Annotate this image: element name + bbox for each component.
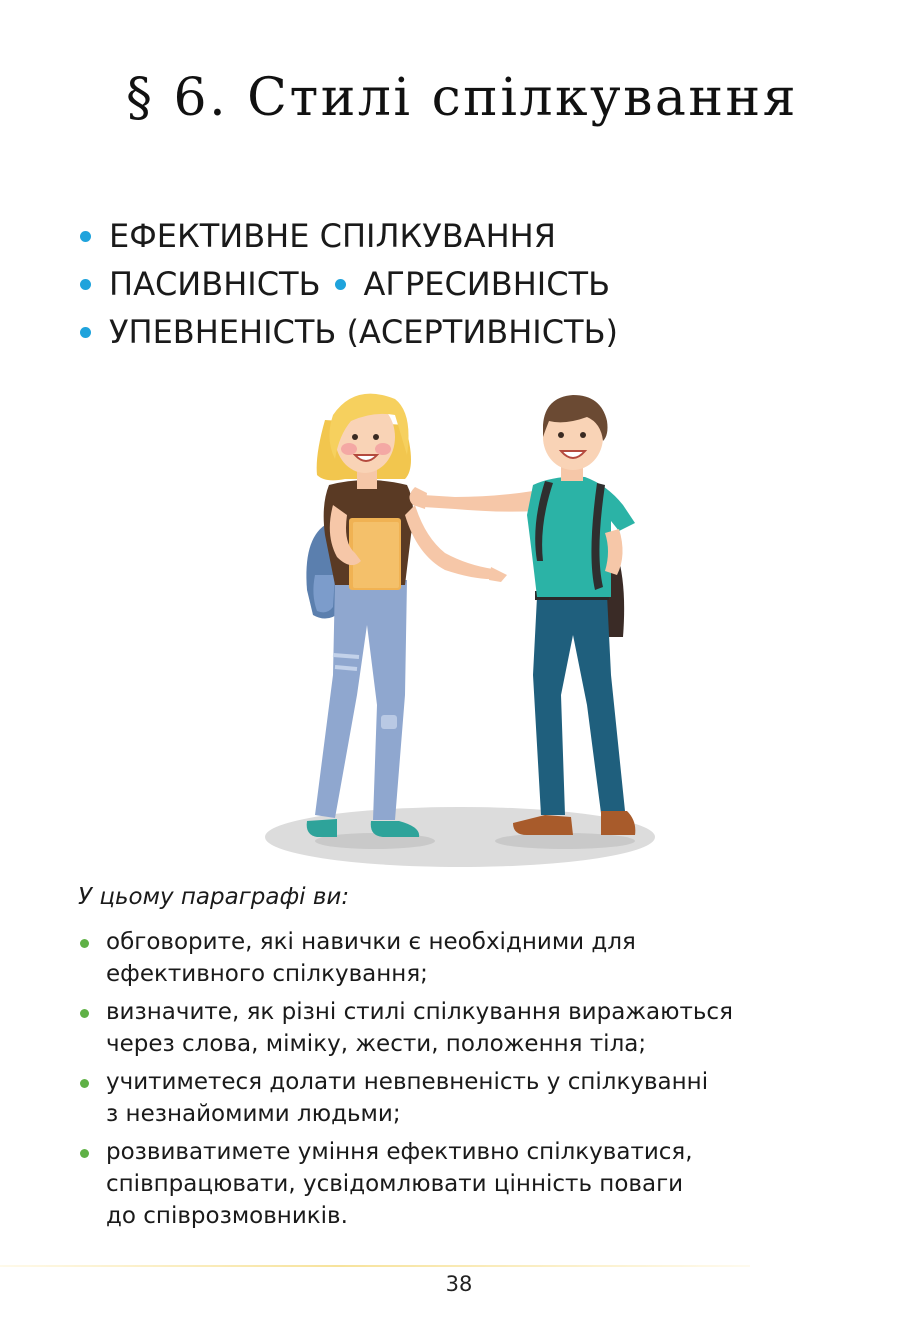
topics-list [80,212,618,356]
bullet-icon [80,939,89,948]
topic-effective: ЕФЕКТИВНЕ СПІЛКУВАННЯ [109,217,556,255]
topic-assertive: УПЕВНЕНІСТЬ (АСЕРТИВНІСТЬ) [109,313,619,351]
bullet-icon [80,1079,89,1088]
topic-line-2 [80,260,618,308]
goal-item [80,996,800,1060]
goal-item [80,926,800,990]
goal-item [80,1136,800,1232]
goal-line: з незнайомими людьми; [106,1101,401,1127]
goal-line: учитиметеся долати невпевненість у спілкуванні [106,1069,709,1095]
topic-line-1 [80,212,618,260]
bullet-icon [80,327,91,338]
students-illustration [255,375,665,875]
boy-figure [409,395,635,835]
footer-divider [0,1265,750,1267]
goal-line: розвиватимете уміння ефективно спілкуватися, [106,1139,693,1165]
goal-line: до співрозмовників. [106,1203,348,1229]
goals-list [80,926,800,1238]
intro-text: У цьому параграфі ви: [78,884,350,910]
page-title: § 6. Стилі спілкування [125,68,799,128]
goal-line: через слова, міміку, жести, положення тіла; [106,1031,647,1057]
goal-item [80,1066,800,1130]
bullet-icon [80,231,91,242]
goal-line: обговорите, які навички є необхідними для [106,929,636,955]
bullet-icon [80,1009,89,1018]
goal-line: визначите, як різні стилі спілкування виражаються [106,999,733,1025]
girl-figure [306,394,507,837]
bullet-icon [80,279,91,290]
page-number: 38 [445,1272,473,1296]
topic-aggressive: АГРЕСИВНІСТЬ [363,265,611,303]
topic-passive: ПАСИВНІСТЬ [109,265,321,303]
bullet-icon [80,1149,89,1158]
bullet-icon [335,279,346,290]
goal-line: співпрацювати, усвідомлювати цінність поваги [106,1171,684,1197]
goal-line: ефективного спілкування; [106,961,428,987]
topic-line-3 [80,308,618,356]
